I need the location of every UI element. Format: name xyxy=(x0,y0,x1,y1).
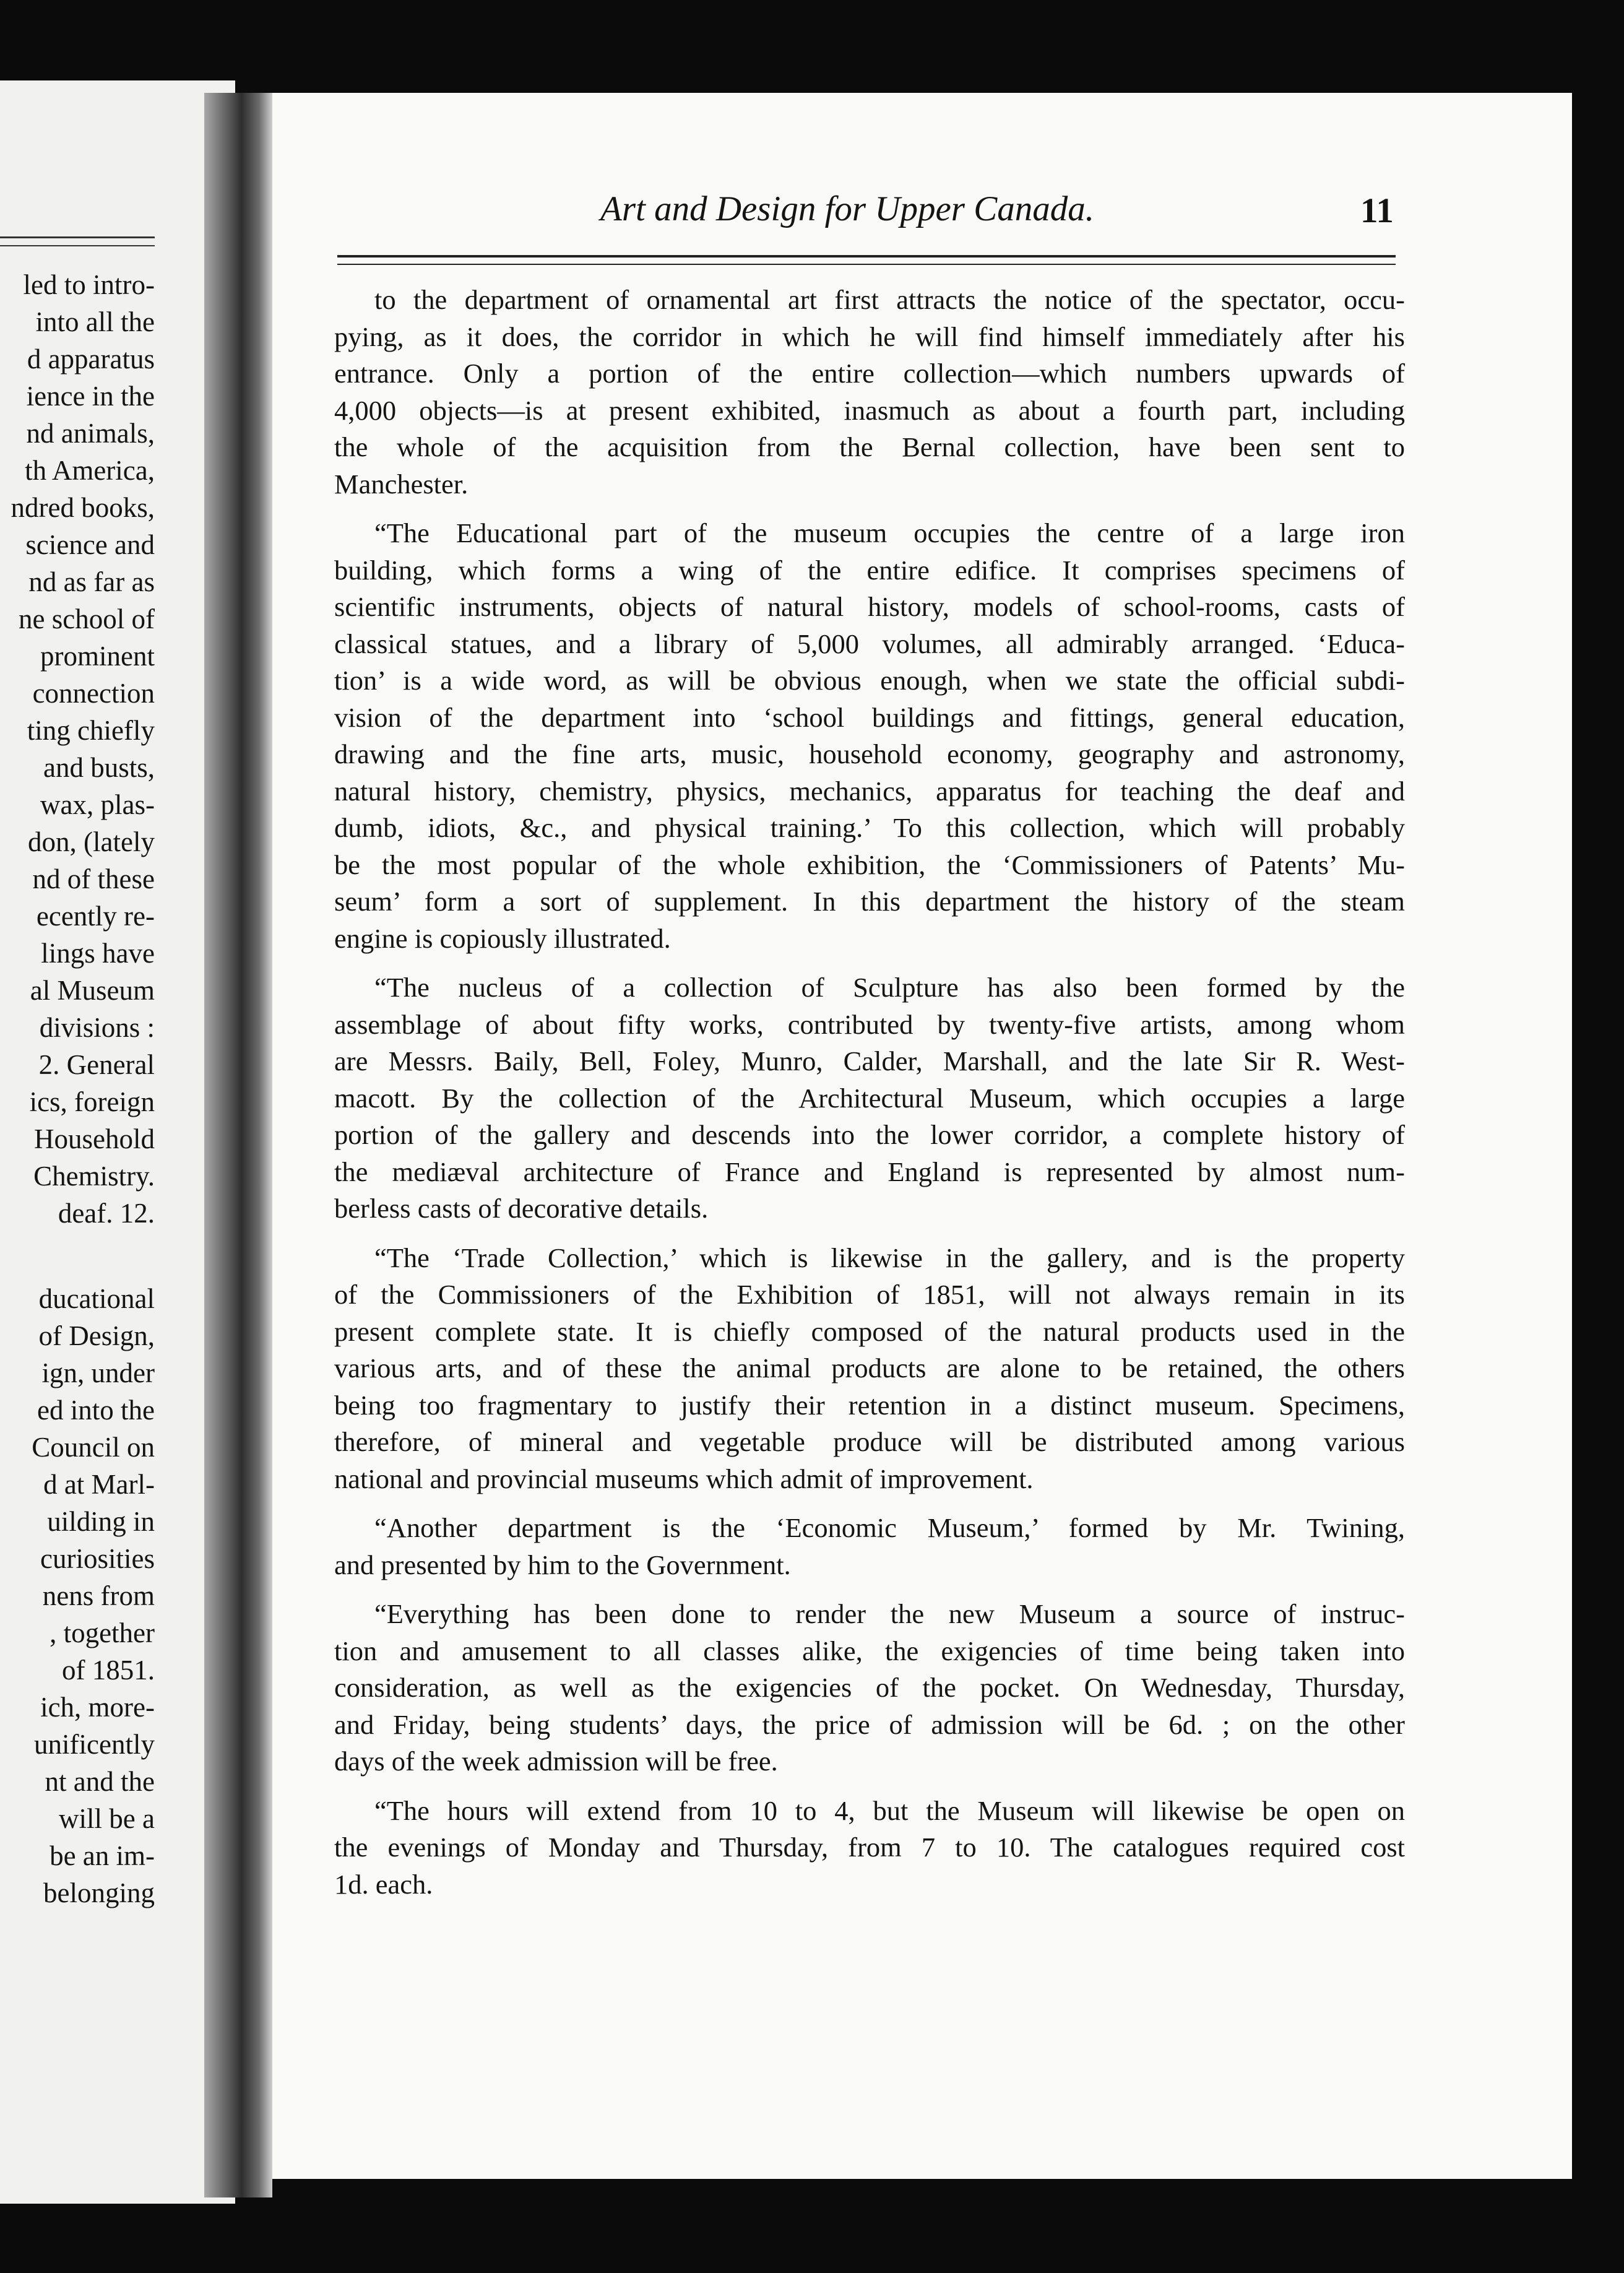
left-page-rule xyxy=(0,245,155,246)
paragraph xyxy=(334,1240,1405,1498)
text-line: drawing and the fine arts, music, household economy, geography and astronomy, xyxy=(334,738,1405,769)
left-page-line: th America, xyxy=(25,455,155,486)
text-line: being too fragmentary to justify their retention in a distinct museum. Specimens, xyxy=(334,1389,1405,1421)
text-line: vision of the department into ‘school buildings and fittings, general education, xyxy=(334,701,1405,733)
left-page-line: nt and the xyxy=(45,1766,155,1797)
left-page-line: prominent xyxy=(40,641,155,672)
left-page-line: nd of these xyxy=(32,864,155,894)
left-page-line: of Design, xyxy=(38,1320,155,1351)
left-page-line: d at Marl- xyxy=(43,1469,155,1500)
left-page-line: and busts, xyxy=(43,752,155,783)
left-page-line: be an im- xyxy=(50,1840,155,1871)
left-page-line: nd as far as xyxy=(28,566,155,597)
left-page-line: ign, under xyxy=(41,1357,155,1388)
left-page-line: curiosities xyxy=(40,1543,155,1574)
running-title: Art and Design for Upper Canada. xyxy=(600,189,1094,228)
text-line: the evenings of Monday and Thursday, from 7 to 10. The catalogues required cost xyxy=(334,1832,1405,1863)
text-line: assemblage of about fifty works, contributed by twenty-five artists, among whom xyxy=(334,1008,1405,1040)
right-page xyxy=(272,93,1572,2179)
paragraph xyxy=(334,1793,1405,1903)
left-page-line: into all the xyxy=(35,306,155,337)
text-line: building, which forms a wing of the entire edifice. It comprises specimens of xyxy=(334,554,1405,586)
text-line: days of the week admission will be free. xyxy=(334,1746,778,1777)
left-page-line: ducational xyxy=(38,1283,155,1314)
text-line: “The Educational part of the museum occupies the centre of a large iron xyxy=(374,517,1405,548)
paragraph xyxy=(334,282,1405,503)
left-page-line: belonging xyxy=(43,1877,155,1908)
text-line: the whole of the acquisition from the Bernal collection, have been sent to xyxy=(334,431,1405,462)
left-page-line: Chemistry. xyxy=(33,1161,155,1192)
left-page-line: nens from xyxy=(42,1580,155,1611)
text-line: engine is copiously illustrated. xyxy=(334,922,671,954)
header-rule xyxy=(337,255,1396,258)
paragraph xyxy=(334,1596,1405,1780)
text-line: tion’ is a wide word, as will be obvious enough, when we state the official subdi- xyxy=(334,665,1405,696)
body-text xyxy=(334,282,1405,1915)
left-page-line: ience in the xyxy=(26,381,155,412)
text-line: “The nucleus of a collection of Sculpture has also been formed by the xyxy=(374,972,1405,1003)
left-facing-page xyxy=(0,80,235,2204)
text-line: be the most popular of the whole exhibition, the ‘Commissioners of Patents’ Mu- xyxy=(334,849,1405,880)
left-page-line: uilding in xyxy=(47,1506,155,1537)
text-line: dumb, idiots, &c., and physical training.’ To this collection, which will probably xyxy=(334,812,1405,843)
left-page-line: nd animals, xyxy=(26,418,155,449)
text-line: seum’ form a sort of supplement. In this department the history of the steam xyxy=(334,886,1405,917)
text-line: 1d. each. xyxy=(334,1868,433,1900)
left-page-line: deaf. 12. xyxy=(58,1198,155,1229)
text-line: “The hours will extend from 10 to 4, but the Museum will likewise be open on xyxy=(374,1795,1405,1826)
text-line: “Another department is the ‘Economic Museum,’ formed by Mr. Twining, xyxy=(374,1512,1405,1543)
text-line: pying, as it does, the corridor in which he will find himself immediately after his xyxy=(334,321,1405,352)
text-line: of the Commissioners of the Exhibition of 1851, will not always remain in its xyxy=(334,1279,1405,1310)
left-page-line: divisions : xyxy=(39,1012,155,1043)
left-page-gap xyxy=(0,1232,155,1280)
text-line: the mediæval architecture of France and England is represented by almost num- xyxy=(334,1156,1405,1187)
text-line: natural history, chemistry, physics, mechanics, apparatus for teaching the deaf and xyxy=(334,775,1405,807)
left-page-line: ne school of xyxy=(19,604,155,634)
left-page-line: ich, more- xyxy=(40,1692,155,1723)
left-page-line: ed into the xyxy=(37,1395,155,1426)
text-line: macott. By the collection of the Architectural Museum, which occupies a large xyxy=(334,1082,1405,1114)
text-line: and Friday, being students’ days, the price of admission will be 6d. ; on the other xyxy=(334,1708,1405,1740)
left-page-line: d apparatus xyxy=(27,344,155,375)
left-page-line: led to intro- xyxy=(23,269,155,300)
text-line: portion of the gallery and descends into the lower corridor, a complete history of xyxy=(334,1119,1405,1150)
left-page-line: ndred books, xyxy=(11,492,155,523)
book-gutter xyxy=(204,93,272,2197)
left-page-line: of 1851. xyxy=(62,1655,155,1686)
text-line: and presented by him to the Government. xyxy=(334,1549,791,1580)
paragraph xyxy=(334,969,1405,1227)
left-page-line: ecently re- xyxy=(36,901,155,932)
left-page-line: Council on xyxy=(32,1432,155,1463)
text-line: are Messrs. Baily, Bell, Foley, Munro, Calder, Marshall, and the late Sir R. West- xyxy=(334,1046,1405,1076)
text-line: “The ‘Trade Collection,’ which is likewise in the gallery, and is the property xyxy=(374,1242,1405,1273)
text-line: to the department of ornamental art first attracts the notice of the spectator, occu- xyxy=(374,284,1405,315)
left-page-text xyxy=(0,266,155,1911)
left-page-line: 2. General xyxy=(38,1049,155,1080)
text-line: various arts, and of these the animal products are alone to be retained, the others xyxy=(334,1353,1405,1383)
text-line: classical statues, and a library of 5,000 volumes, all admirably arranged. ‘Educa- xyxy=(334,628,1405,659)
left-page-line: wax, plas- xyxy=(40,789,155,820)
text-line: tion and amusement to all classes alike, the exigencies of time being taken into xyxy=(334,1635,1405,1666)
left-page-line: Household xyxy=(34,1124,155,1154)
page-number: 11 xyxy=(1360,191,1394,230)
text-line: consideration, as well as the exigencies of the pocket. On Wednesday, Thursday, xyxy=(334,1672,1405,1703)
text-line: therefore, of mineral and vegetable produce will be distributed among various xyxy=(334,1426,1405,1457)
left-page-rule xyxy=(0,236,155,238)
text-line: scientific instruments, objects of natural history, models of school-rooms, casts of xyxy=(334,591,1405,622)
paragraph xyxy=(334,1510,1405,1583)
left-page-line: science and xyxy=(25,529,155,560)
left-page-line: , together xyxy=(50,1617,155,1648)
left-page-line: don, (lately xyxy=(28,826,155,857)
left-page-line: unificently xyxy=(34,1729,155,1760)
text-line: 4,000 objects—is at present exhibited, inasmuch as about a fourth part, including xyxy=(334,394,1405,426)
left-page-line: ting chiefly xyxy=(27,715,155,746)
left-page-line: ics, foreign xyxy=(29,1086,155,1117)
left-page-line: al Museum xyxy=(30,975,155,1006)
left-page-line: connection xyxy=(32,678,155,709)
text-line: present complete state. It is chiefly composed of the natural products used in the xyxy=(334,1315,1405,1347)
header-rule xyxy=(337,264,1396,265)
text-line: “Everything has been done to render the new Museum a source of instruc- xyxy=(374,1598,1405,1629)
text-line: Manchester. xyxy=(334,468,469,500)
text-line: national and provincial museums which admit of improvement. xyxy=(334,1463,1034,1494)
left-page-line: lings have xyxy=(41,938,155,969)
text-line: entrance. Only a portion of the entire collection—which numbers upwards of xyxy=(334,358,1405,389)
paragraph xyxy=(334,515,1405,957)
text-line: berless casts of decorative details. xyxy=(334,1193,709,1224)
left-page-line: will be a xyxy=(59,1803,155,1834)
